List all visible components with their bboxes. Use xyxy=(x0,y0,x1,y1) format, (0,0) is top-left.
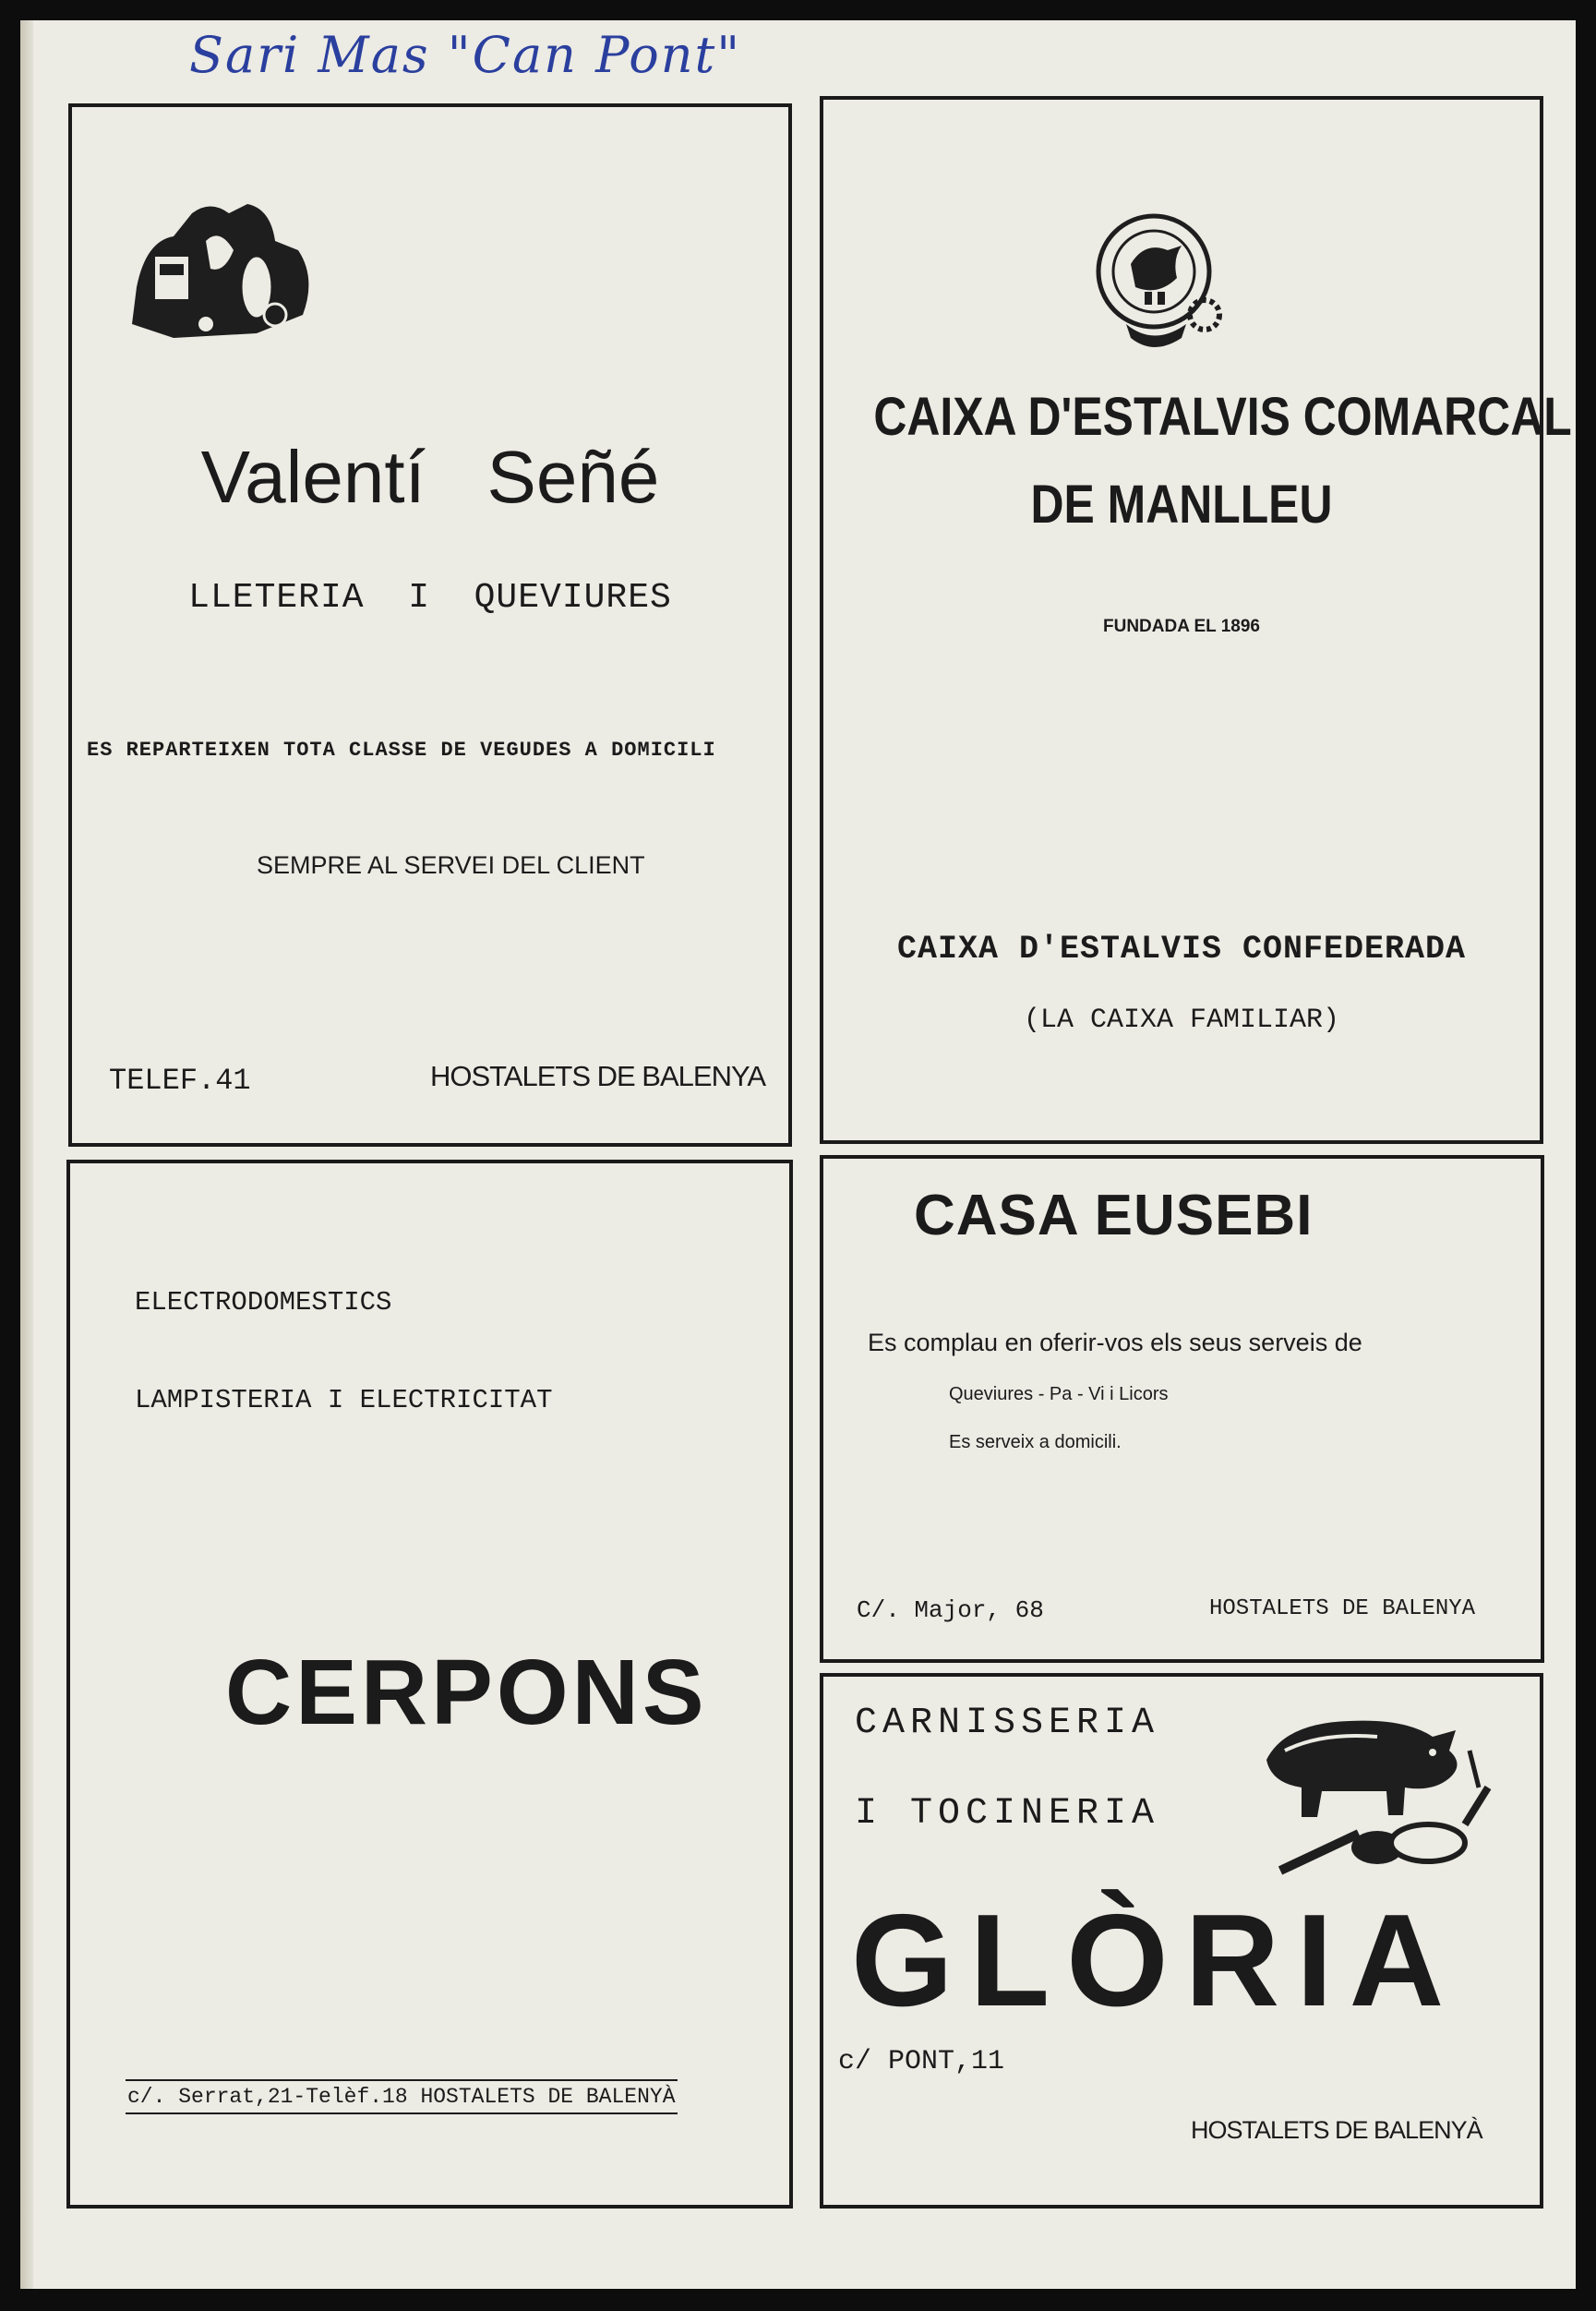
pig-illustration-icon xyxy=(1248,1695,1497,1880)
ad-confederada: CAIXA D'ESTALVIS CONFEDERADA xyxy=(896,931,1467,968)
ad-title-line: DE MANLLEU xyxy=(1030,475,1333,535)
ad-phone: TELEF.41 xyxy=(109,1064,251,1098)
ad-text-line: I TOCINERIA xyxy=(855,1793,1160,1835)
ad-address: C/. Major, 68 xyxy=(857,1596,1044,1624)
ad-text-line: ELECTRODOMESTICS xyxy=(135,1287,392,1318)
ad-title: CASA EUSEBI xyxy=(914,1184,1314,1247)
ad-footer: c/. Serrat,21-Telèf.18 HOSTALETS DE BALENYÀ xyxy=(126,2079,678,2114)
ad-familiar: (LA CAIXA FAMILIAR) xyxy=(1023,1005,1340,1036)
ad-text-line: ES REPARTEIXEN TOTA CLASSE DE VEGUDES A DOMICILI xyxy=(87,739,716,762)
ad-title-line: CAIXA D'ESTALVIS COMARCAL xyxy=(873,387,1572,447)
bank-emblem-icon xyxy=(1080,209,1237,366)
ad-place: HOSTALETS DE BALENYA xyxy=(430,1060,766,1092)
ad-text-line: Es complau en oferir-vos els seus serveis de xyxy=(868,1329,1362,1356)
handwritten-note: Sari Mas "Can Pont" xyxy=(189,26,742,84)
ad-subtitle: LLETERIA I QUEVIURES xyxy=(188,578,672,618)
ad-gloria xyxy=(820,1673,1543,2209)
ad-address: c/ PONT,11 xyxy=(838,2046,1005,2077)
ad-title: CERPONS xyxy=(225,1641,708,1744)
ad-text-line: Es serveix a domicili. xyxy=(949,1432,1122,1452)
ad-place: HOSTALETS DE BALENYA xyxy=(1209,1596,1476,1621)
ad-caixa-estalvis xyxy=(820,96,1572,1144)
grocery-illustration-icon xyxy=(118,186,321,343)
ad-cerpons xyxy=(66,1160,793,2209)
ad-casa-eusebi xyxy=(820,1155,1544,1663)
ad-title: GLÒRIA xyxy=(851,1887,1461,2034)
ad-text-line: Queviures - Pa - Vi i Licors xyxy=(949,1384,1169,1404)
page-edge xyxy=(20,20,33,2289)
ad-text-line: SEMPRE AL SERVEI DEL CLIENT xyxy=(257,851,645,879)
ad-place: HOSTALETS DE BALENYÀ xyxy=(1191,2116,1482,2144)
ad-title: Valentí Señé xyxy=(200,436,660,518)
ad-valenti-sene xyxy=(68,103,792,1147)
ad-founded: FUNDADA EL 1896 xyxy=(1103,617,1260,636)
ad-text-line: LAMPISTERIA I ELECTRICITAT xyxy=(135,1385,553,1415)
ad-text-line: CARNISSERIA xyxy=(855,1703,1160,1744)
